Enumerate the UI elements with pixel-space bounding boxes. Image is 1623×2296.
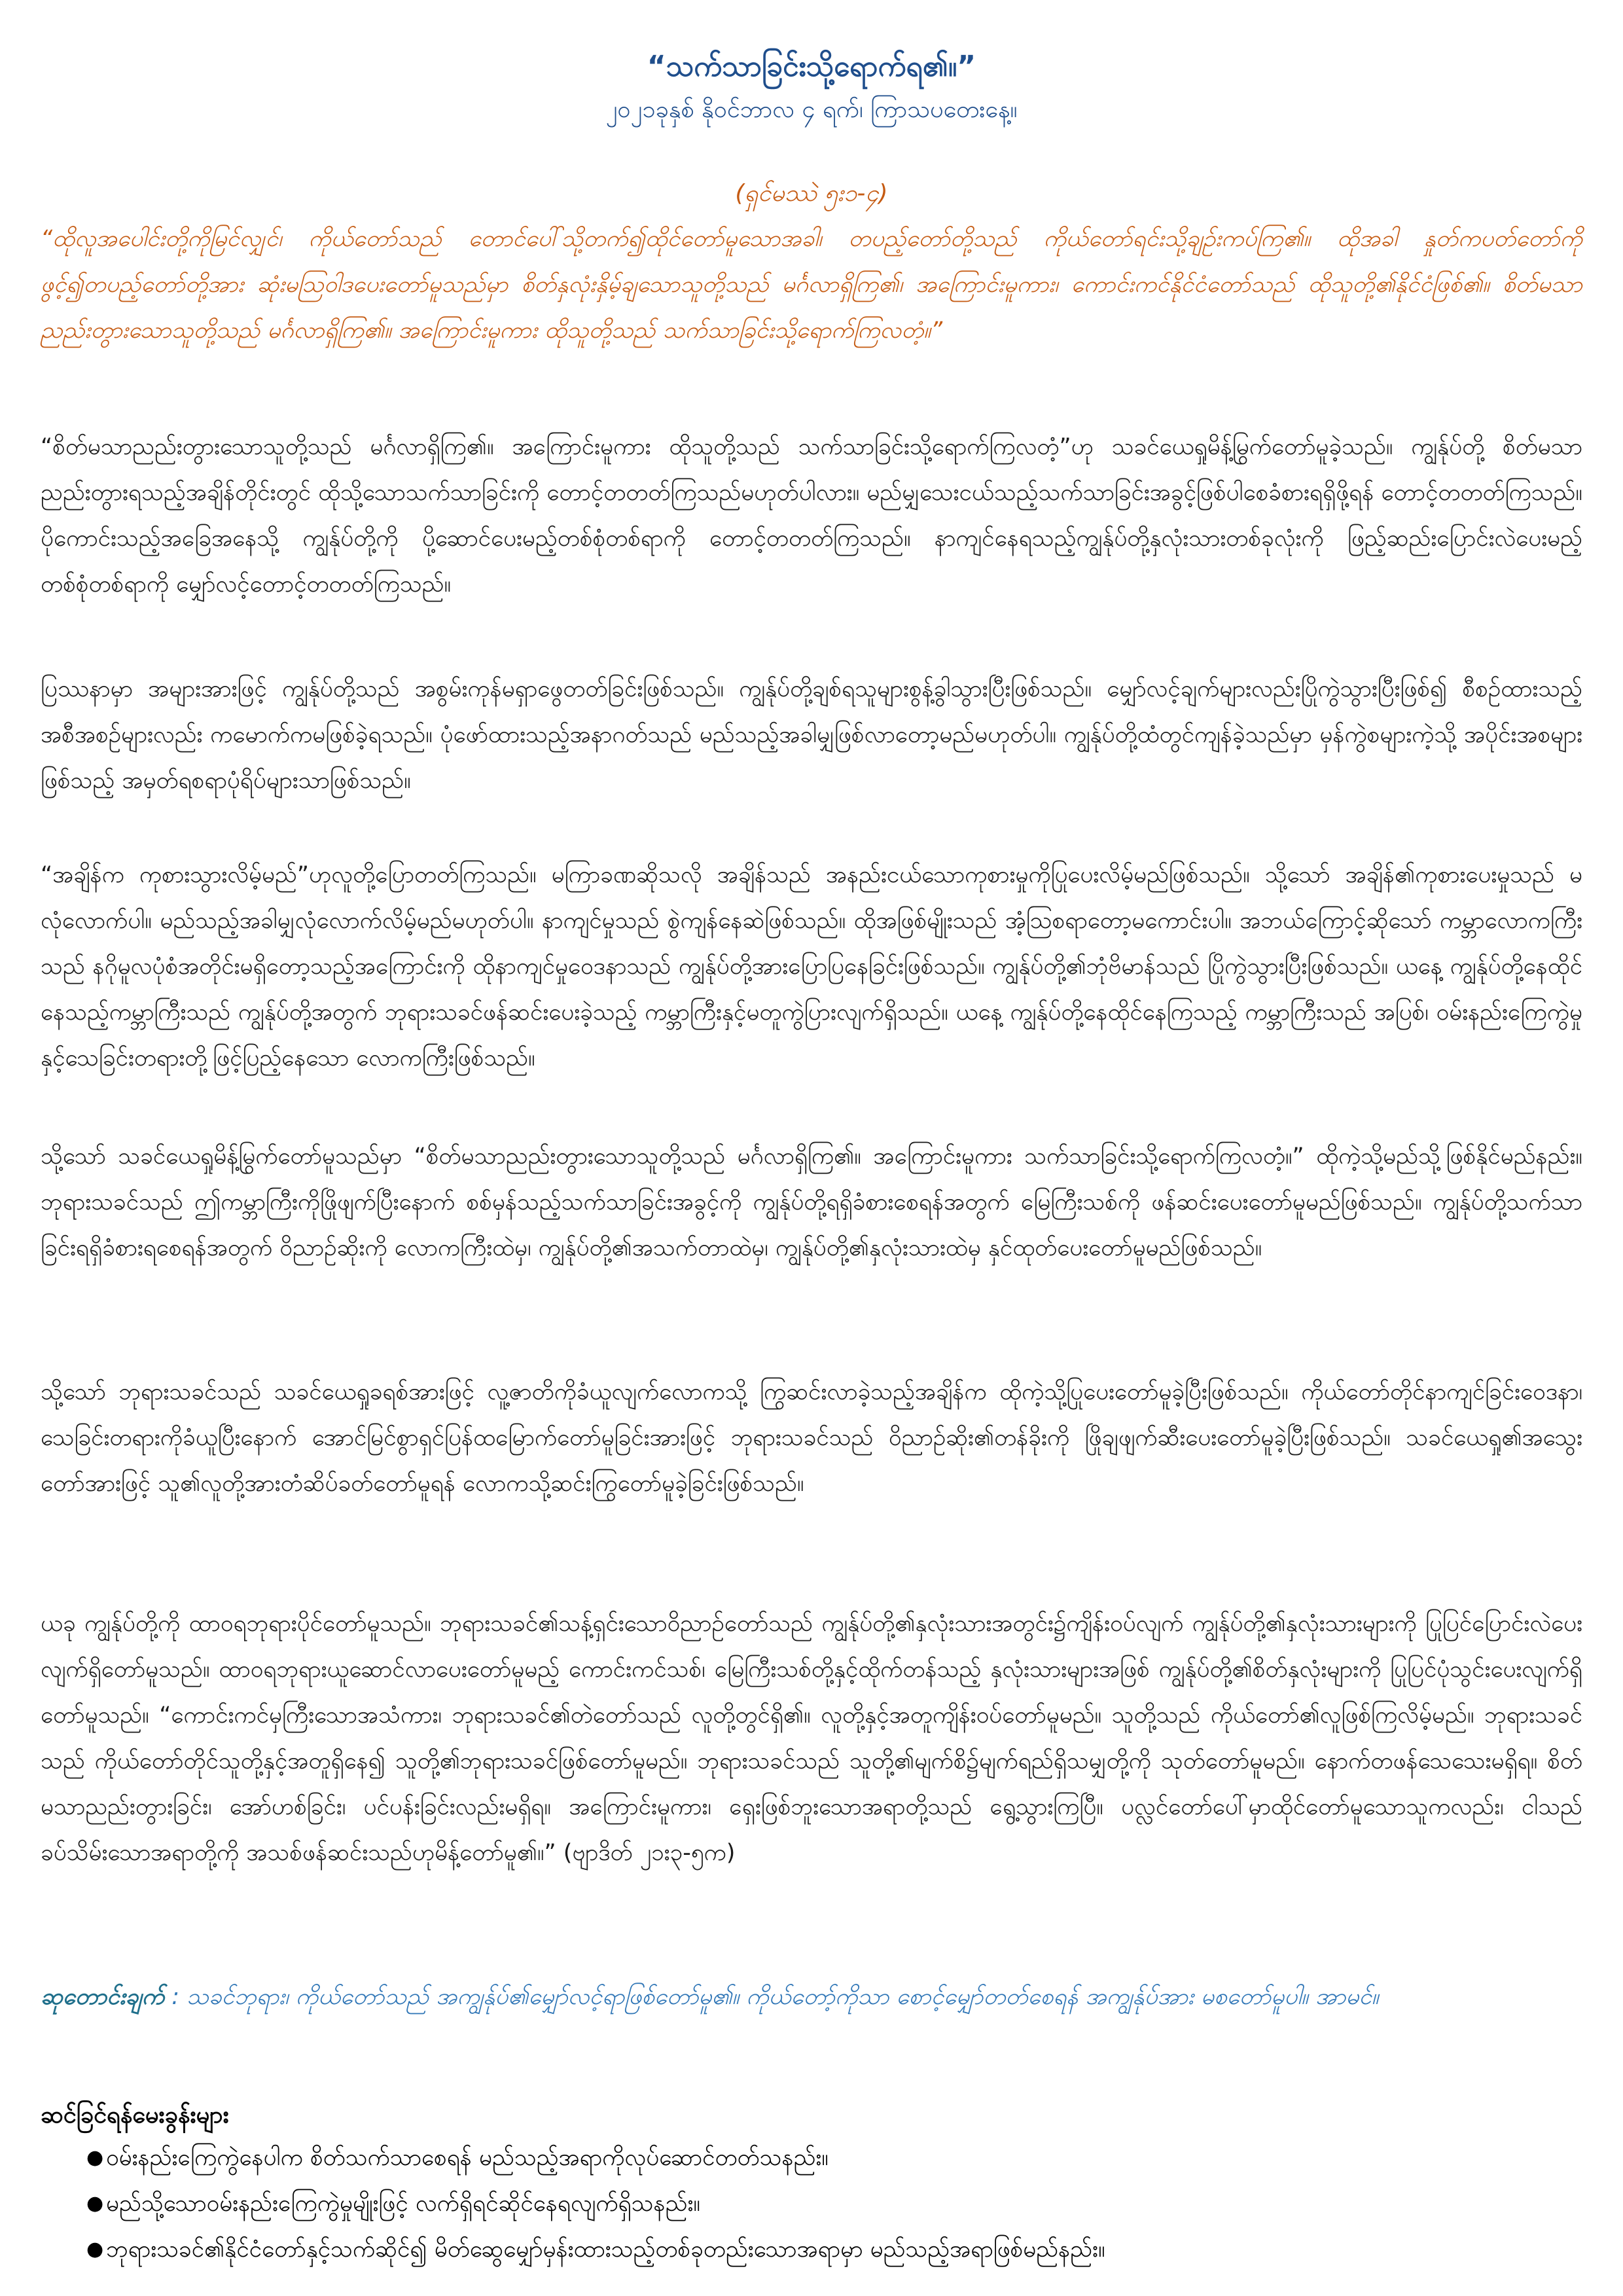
prayer-text: သခင်ဘုရား၊ ကိုယ်တော်သည် အကျွန်ုပ်၏မျှော်လင့်ရာဖြစ်တော်မူ၏။ ကိုယ်တော့်ကိုသာ စောင့်မျှော်တတ်စေရန် အကျွန်ုပ်အား မစတော်မူပါ။ အာမင်။ xyxy=(187,1984,1379,2010)
body-paragraph-4: သို့သော် သခင်ယေရှုမိန့်မြွက်တော်မူသည်မှာ “စိတ်မသာညည်းတွားသောသူတို့သည် မင်္ဂလာရှိကြ၏။ အကြောင်းမူကား သက်သာခြင်းသို့ရောက်ကြလတံ့။” ထိုကဲ့သို့မည်သို့ဖြစ်နိုင်မည်နည်း။ ဘုရားသခင်သည် ဤကမ္ဘာကြီးကိုဖြိုဖျက်ပြီးနောက် စစ်မှန်သည့်သက်သာခြင်းအခွင့်ကို ကျွန်ုပ်တို့ရရှိခံစားစေရန်အတွက် မြေကြီးသစ်ကို ဖန်ဆင်းပေးတော်မူမည်ဖြစ်သည်။ ကျွန်ုပ်တို့သက်သာခြင်းရရှိခံစားရစေရန်အတွက် ဝိညာဉ်ဆိုးကို လောကကြီးထဲမှ၊ ကျွန်ုပ်တို့၏အသက်တာထဲမှ၊ ကျွန်ုပ်တို့၏နှလုံးသားထဲမှ နှင်ထုတ်ပေးတော်မူမည်ဖြစ်သည်။ xyxy=(41,1143,1582,1261)
question-text: ဘုရားသခင်၏နိုင်ငံတော်နှင့်သက်ဆိုင်၍ မိတ်ဆွေမျှော်မှန်းထားသည့်တစ်ခုတည်းသောအရာမှာ မည်သည့်အရာဖြစ်မည်နည်း။ xyxy=(106,2236,1105,2263)
scripture-reference: (ရှင်မဿဲ ၅း၁-၄) xyxy=(735,180,888,207)
question-item xyxy=(41,2135,1582,2181)
questions-list xyxy=(41,2135,1582,2272)
prayer-label: ဆုတောင်းချက် xyxy=(41,1984,165,2010)
body-paragraph-5: သို့သော် ဘုရားသခင်သည် သခင်ယေရှုခရစ်အားဖြင့် လူ့ဇာတိကိုခံယူလျက်လောကသို့ ကြွဆင်းလာခဲ့သည့်အချိန်က ထိုကဲ့သို့ပြုပေးတော်မူခဲ့ပြီးဖြစ်သည်။ ကိုယ်တော်တိုင်နာကျင်ခြင်းဝေဒနာ၊သေခြင်းတရားကိုခံယူပြီးနောက် အောင်မြင်စွာရှင်ပြန်ထမြောက်တော်မူခြင်းအားဖြင့် ဘုရားသခင်သည် ဝိညာဉ်ဆိုး၏တန်ခိုးကို ဖြိုချဖျက်ဆီးပေးတော်မူခဲ့ပြီးဖြစ်သည်။ သခင်ယေရှု၏အသွေးတော်အားဖြင့် သူ၏လူတို့အားတံဆိပ်ခတ်တော်မူရန် လောကသို့ဆင်းကြွတော်မူခဲ့ခြင်းဖြစ်သည်။ xyxy=(41,1379,1582,1497)
questions-heading: ဆင်ခြင်ရန်မေးခွန်းများ xyxy=(41,2102,229,2128)
bullet-icon: ● xyxy=(86,2146,104,2169)
bullet-icon: ● xyxy=(86,2192,104,2215)
prayer-section xyxy=(41,1974,1582,2020)
question-item xyxy=(41,2227,1582,2272)
bullet-icon: ● xyxy=(86,2238,104,2261)
body-paragraph-1: “စိတ်မသာညည်းတွားသောသူတို့သည် မင်္ဂလာရှိကြ၏။ အကြောင်းမူကား ထိုသူတို့သည် သက်သာခြင်းသို့ရောက်ကြလတံ့”ဟု သခင်ယေရှုမိန့်မြွက်တော်မူခဲ့သည်။ ကျွန်ုပ်တို့ စိတ်မသာညည်းတွားရသည့်အချိန်တိုင်းတွင် ထိုသို့သောသက်သာခြင်းကို တောင့်တတတ်ကြသည်မဟုတ်ပါလား။ မည်မျှသေးငယ်သည့်သက်သာခြင်းအခွင့်ဖြစ်ပါစေခံစားရရှိဖို့ရန် တောင့်တတတ်ကြသည်။ ပိုကောင်းသည့်အခြေအနေသို့ ကျွန်ုပ်တို့ကို ပို့ဆောင်ပေးမည့်တစ်စုံတစ်ရာကို တောင့်တတတ်ကြသည်။ နာကျင်နေရသည့်ကျွန်ုပ်တို့နှလုံးသားတစ်ခုလုံးကို ဖြည့်ဆည်းပြောင်းလဲပေးမည့်တစ်စုံတစ်ရာကို မျှော်လင့်တောင့်တတတ်ကြသည်။ xyxy=(41,434,1582,598)
question-text: မည်သို့သောဝမ်းနည်းကြေကွဲမှုမျိုးဖြင့် လက်ရှိရင်ဆိုင်နေရလျက်ရှိသနည်း။ xyxy=(106,2191,700,2217)
body-paragraph-2: ပြဿနာမှာ အများအားဖြင့် ကျွန်ုပ်တို့သည် အစွမ်းကုန်မရှာဖွေတတ်ခြင်းဖြစ်သည်။ ကျွန်ုပ်တို့ချစ်ရသူများစွန့်ခွါသွားပြီးဖြစ်သည်။ မျှော်လင့်ချက်များလည်းပြိုကွဲသွားပြီးဖြစ်၍ စီစဉ်ထားသည့်အစီအစဉ်များလည်း ကမောက်ကမဖြစ်ခဲ့ရသည်။ ပုံဖော်ထားသည့်အနာဂတ်သည် မည်သည့်အခါမျှဖြစ်လာတော့မည်မဟုတ်ပါ။ ကျွန်ုပ်တို့ထံတွင်ကျန်ခဲ့သည်မှာ မှန်ကွဲစများကဲ့သို့ အပိုင်းအစများဖြစ်သည့် အမှတ်ရစရာပုံရိပ်များသာဖြစ်သည်။ xyxy=(41,676,1582,794)
question-item xyxy=(41,2181,1582,2227)
prayer-separator: : xyxy=(164,1984,187,2010)
body-paragraph-6: ယခု ကျွန်ုပ်တို့ကို ထာဝရဘုရားပိုင်တော်မူသည်။ ဘုရားသခင်၏သန့်ရှင်းသောဝိညာဉ်တော်သည် ကျွန်ုပ်တို့၏နှလုံးသားအတွင်း၌ကျိန်းဝပ်လျက် ကျွန်ုပ်တို့၏နှလုံးသားများကို ပြုပြင်ပြောင်းလဲပေးလျက်ရှိတော်မူသည်။ ထာဝရဘုရားယူဆောင်လာပေးတော်မူမည့် ကောင်းကင်သစ်၊ မြေကြီးသစ်တို့နှင့်ထိုက်တန်သည့် နှလုံးသားများအဖြစ် ကျွန်ုပ်တို့၏စိတ်နှလုံးများကို ပြုပြင်ပုံသွင်းပေးလျက်ရှိတော်မူသည်။ “ကောင်းကင်မှကြီးသောအသံကား၊ ဘုရားသခင်၏တဲတော်သည် လူတို့တွင်ရှိ၏။ လူတို့နှင့်အတူကျိန်းဝပ်တော်မူမည်။ သူတို့သည် ကိုယ်တော်၏လူဖြစ်ကြလိမ့်မည်။ ဘုရားသခင်သည် ကိုယ်တော်တိုင်သူတို့နှင့်အတူရှိနေ၍ သူတို့၏ဘုရားသခင်ဖြစ်တော်မူမည်။ ဘုရားသခင်သည် သူတို့၏မျက်စိ၌မျက်ရည်ရှိသမျှတို့ကို သုတ်တော်မူမည်။ နောက်တဖန်သေသေးမရှိရ။ စိတ်မသာညည်းတွားခြင်း၊ အော်ဟစ်ခြင်း၊ ပင်ပန်းခြင်းလည်းမရှိရ။ အကြောင်းမူကား၊ ရှေးဖြစ်ဘူးသောအရာတို့သည် ရွေ့သွားကြပြီ။ ပလ္လင်တော်ပေါ်မှာထိုင်တော်မူသောသူကလည်း၊ ငါသည်ခပ်သိမ်းသောအရာတို့ကို အသစ်ဖန်ဆင်းသည်ဟုမိန့်တော်မူ၏။” (ဗျာဒိတ် ၂၁း၃-၅က) xyxy=(41,1611,1582,1866)
page-title: “သက်သာခြင်းသို့ရောက်ရ၏။” xyxy=(647,50,976,83)
question-text: ဝမ်းနည်းကြေကွဲနေပါက စိတ်သက်သာစေရန် မည်သည့်အရာကိုလုပ်ဆောင်တတ်သနည်း။ xyxy=(106,2145,829,2171)
body-paragraph-3: “အချိန်က ကုစားသွားလိမ့်မည်”ဟုလူတို့ပြောတတ်ကြသည်။ မကြာခဏဆိုသလို အချိန်သည် အနည်းငယ်သောကုစားမှုကိုပြုပေးလိမ့်မည်ဖြစ်သည်။ သို့သော် အချိန်၏ကုစားပေးမှုသည် မလုံလောက်ပါ။ မည်သည့်အခါမျှလုံလောက်လိမ့်မည်မဟုတ်ပါ။ နာကျင်မှုသည် စွဲကျန်နေဆဲဖြစ်သည်။ ထိုအဖြစ်မျိုးသည် အံ့ဩစရာတော့မကောင်းပါ။ အဘယ်ကြောင့်ဆိုသော် ကမ္ဘာလောကကြီးသည် နဂိုမူလပုံစံအတိုင်းမရှိတော့သည့်အကြောင်းကို ထိုနာကျင်မှုဝေဒနာသည် ကျွန်ုပ်တို့အားပြောပြနေခြင်းဖြစ်သည်။ ကျွန်ုပ်တို့၏ဘုံဗိမာန်သည် ပြိုကွဲသွားပြီးဖြစ်သည်။ ယနေ့ ကျွန်ုပ်တို့နေထိုင်နေသည့်ကမ္ဘာကြီးသည် ကျွန်ုပ်တို့အတွက် ဘုရားသခင်ဖန်ဆင်းပေးခဲ့သည့် ကမ္ဘာကြီးနှင့်မတူကွဲပြားလျက်ရှိသည်။ ယနေ့ ကျွန်ုပ်တို့နေထိုင်နေကြသည့် ကမ္ဘာကြီးသည် အပြစ်၊ ဝမ်းနည်းကြေကွဲမှုနှင့်သေခြင်းတရားတို့ဖြင့်ပြည့်နေသော လောကကြီးဖြစ်သည်။ xyxy=(41,862,1582,1071)
scripture-passage: “ထိုလူအပေါင်းတို့ကိုမြင်လျှင်၊ ကိုယ်တော်သည် တောင်ပေါ်သို့တက်၍ထိုင်တော်မူသောအခါ၊ တပည့်တော်တို့သည် ကိုယ်တော်ရင်းသို့ချဉ်းကပ်ကြ၏။ ထိုအခါ နှုတ်ကပတ်တော်ကိုဖွင့်၍တပည့်တော်တို့အား ဆုံးမဩဝါဒပေးတော်မူသည်မှာ စိတ်နှလုံးနှိမ့်ချသောသူတို့သည် မင်္ဂလာရှိကြ၏၊ အကြောင်းမူကား၊ ကောင်းကင်နိုင်ငံတော်သည် ထိုသူတို့၏နိုင်ငံဖြစ်၏။ စိတ်မသာညည်းတွားသောသူတို့သည် မင်္ဂလာရှိကြ၏။ အကြောင်းမူကား ထိုသူတို့သည် သက်သာခြင်းသို့ရောက်ကြလတံ့။” xyxy=(41,226,1582,344)
page-date: ၂၀၂၁ခုနှစ် နိုဝင်ဘာလ ၄ ရက်၊ ကြာသပတေးနေ့။ xyxy=(605,96,1018,123)
